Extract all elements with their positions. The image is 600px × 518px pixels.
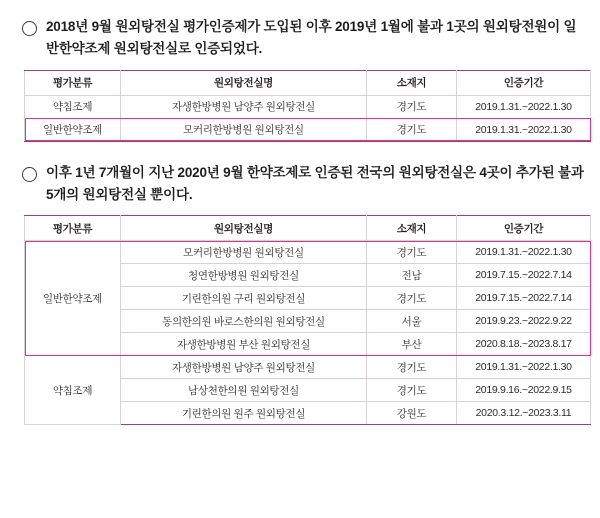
- cell-location: 부산: [367, 333, 457, 356]
- cell-category-group: 약침조제: [25, 356, 121, 425]
- table-header-row: [25, 70, 591, 95]
- table-row: [25, 241, 591, 264]
- column-header-period: 인증기간: [457, 216, 591, 241]
- cell-location: 경기도: [367, 379, 457, 402]
- cell-category: 약침조제: [25, 95, 121, 118]
- column-header-period: 인증기간: [457, 70, 591, 95]
- cell-category: 일반한약조제: [25, 118, 121, 141]
- table-row: [25, 118, 591, 141]
- column-header-category: 평가분류: [25, 216, 121, 241]
- bullet-paragraph-2: [22, 162, 584, 206]
- column-header-location: 소재지: [367, 70, 457, 95]
- cell-name: 동의한의원 바로스한의원 원외탕전실: [121, 310, 367, 333]
- section-spacer: [16, 142, 584, 156]
- cell-category-group: 일반한약조제: [25, 241, 121, 356]
- cell-period: 2019.9.23.~2022.9.22: [457, 310, 591, 333]
- cell-location: 경기도: [367, 95, 457, 118]
- paragraph-text-1: 2018년 9월 원외탕전실 평가인증제가 도입된 이후 2019년 1월에 불과 1곳의 원외탕전원이 일반한약조제 원외탕전실로 인증되었다.: [46, 19, 577, 56]
- cell-location: 강원도: [367, 402, 457, 425]
- cell-name: 기린한의원 원주 원외탕전실: [121, 402, 367, 425]
- column-header-name: 원외탕전실명: [121, 70, 367, 95]
- cell-period: 2019.1.31.~2022.1.30: [457, 356, 591, 379]
- cell-period: 2020.8.18.~2023.8.17: [457, 333, 591, 356]
- cell-period: 2019.1.31.~2022.1.30: [457, 118, 591, 141]
- cell-period: 2019.7.15.~2022.7.14: [457, 287, 591, 310]
- cell-period: 2019.1.31.~2022.1.30: [457, 241, 591, 264]
- cell-name: 자생한방병원 부산 원외탕전실: [121, 333, 367, 356]
- cell-name: 모커리한방병원 원외탕전실: [121, 118, 367, 141]
- cell-name: 자생한방병원 남양주 원외탕전실: [121, 356, 367, 379]
- cell-location: 경기도: [367, 356, 457, 379]
- cell-location: 전남: [367, 264, 457, 287]
- cell-period: 2019.9.16.~2022.9.15: [457, 379, 591, 402]
- column-header-name: 원외탕전실명: [121, 216, 367, 241]
- cell-name: 모커리한방병원 원외탕전실: [121, 241, 367, 264]
- cell-name: 청연한방병원 원외탕전실: [121, 264, 367, 287]
- bullet-paragraph-1: [22, 16, 584, 60]
- cell-location: 서울: [367, 310, 457, 333]
- column-header-category: 평가분류: [25, 70, 121, 95]
- cell-period: 2020.3.12.~2023.3.11: [457, 402, 591, 425]
- table-2-wrapper: [16, 215, 584, 425]
- table-row: [25, 356, 591, 379]
- circle-bullet-icon: [22, 167, 37, 182]
- column-header-location: 소재지: [367, 216, 457, 241]
- certification-table-2: [24, 215, 591, 425]
- circle-bullet-icon: [22, 21, 37, 36]
- paragraph-text-2: 이후 1년 7개월이 지난 2020년 9월 한약조제로 인증된 전국의 원외탕전실은 4곳이 추가된 불과 5개의 원외탕전실 뿐이다.: [46, 164, 584, 202]
- cell-location: 경기도: [367, 287, 457, 310]
- cell-period: 2019.1.31.~2022.1.30: [457, 95, 591, 118]
- table-header-row: [25, 216, 591, 241]
- cell-location: 경기도: [367, 241, 457, 264]
- cell-name: 자생한방병원 남양주 원외탕전실: [121, 95, 367, 118]
- cell-location: 경기도: [367, 118, 457, 141]
- cell-period: 2019.7.15.~2022.7.14: [457, 264, 591, 287]
- table-row: [25, 95, 591, 118]
- table-1-wrapper: [16, 70, 584, 142]
- cell-name: 남상천한의원 원외탕전실: [121, 379, 367, 402]
- certification-table-1: [24, 70, 591, 142]
- cell-name: 기린한의원 구리 원외탕전실: [121, 287, 367, 310]
